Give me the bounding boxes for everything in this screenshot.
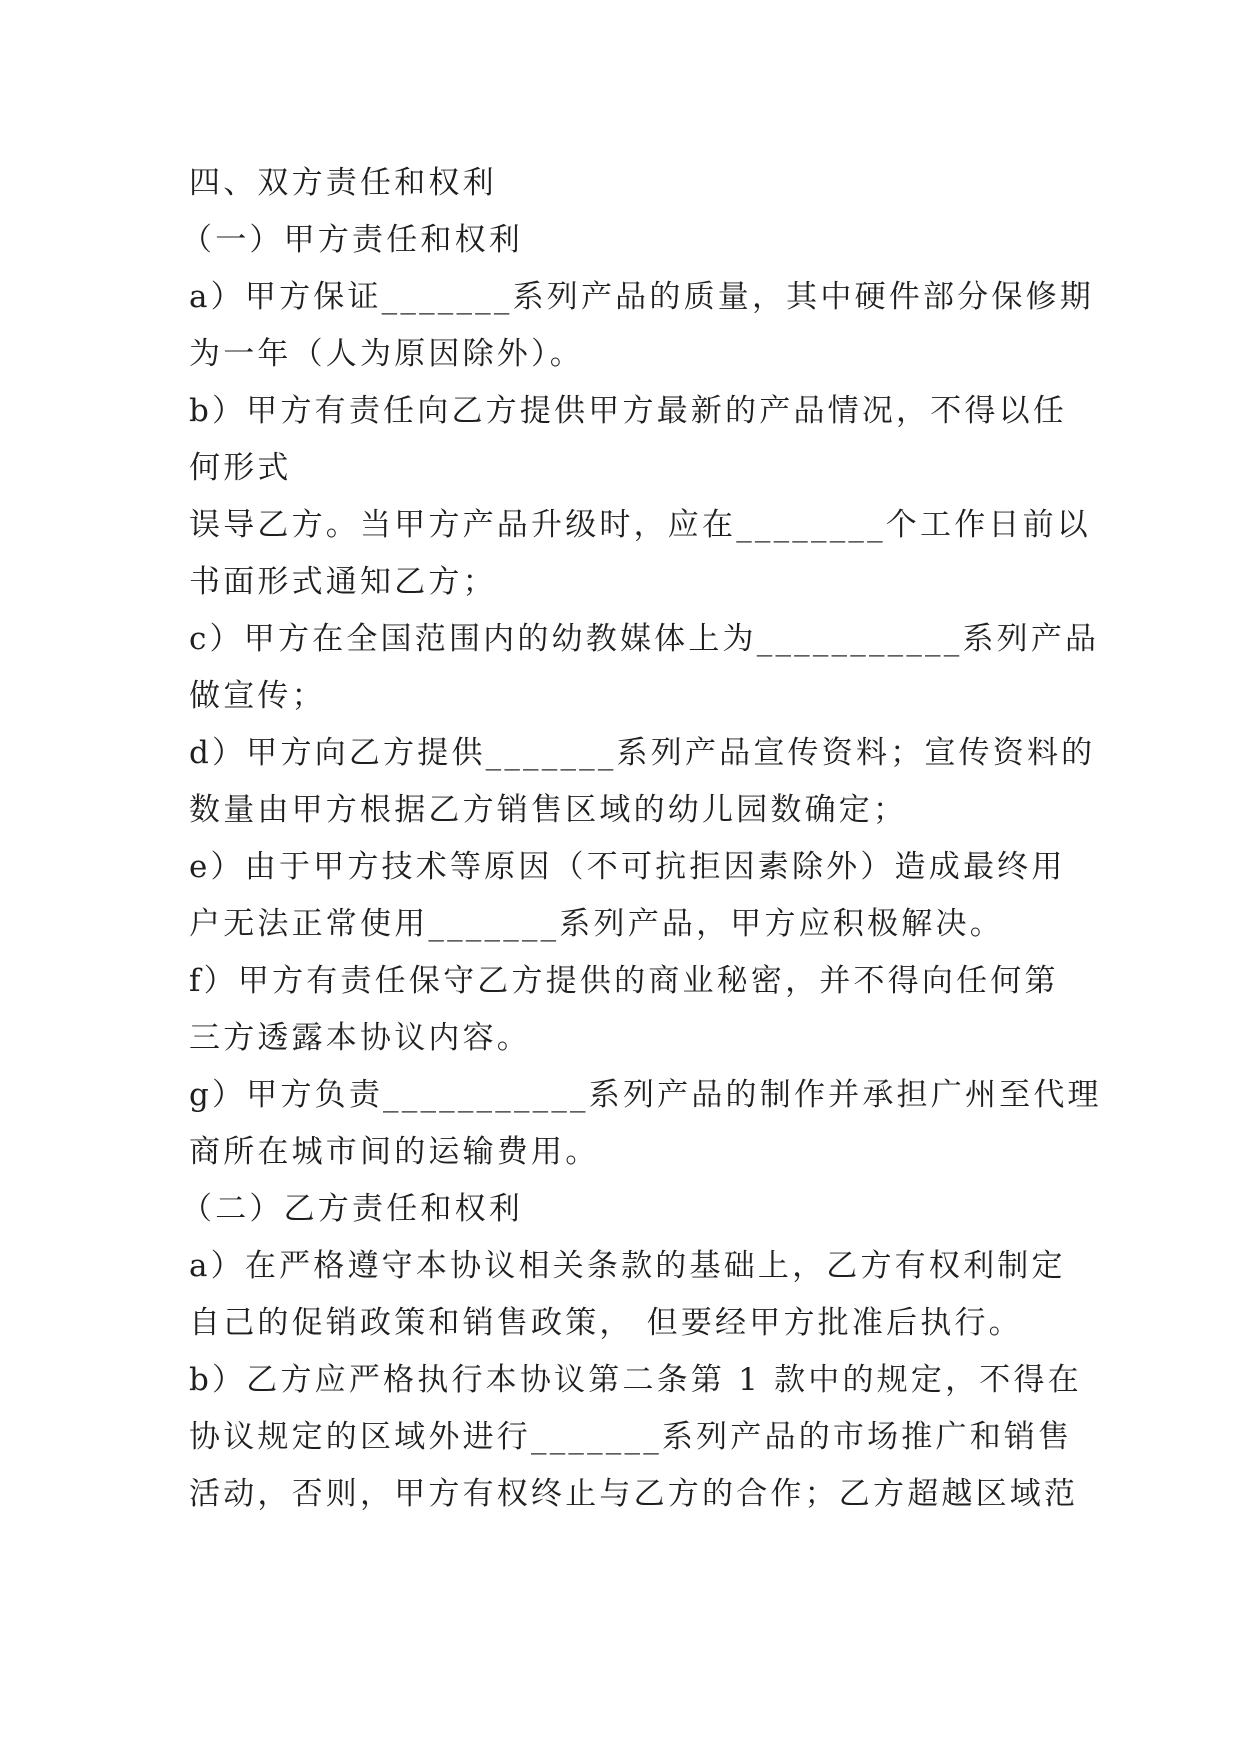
paragraph-line: 做宣传； — [189, 678, 326, 714]
paragraph-line: 商所在城市间的运输费用。 — [189, 1134, 600, 1170]
paragraph-line: 活动，否则，甲方有权终止与乙方的合作；乙方超越区域范 — [189, 1476, 1079, 1512]
paragraph-line: 数量由甲方根据乙方销售区域的幼儿园数确定； — [189, 792, 908, 828]
section-heading: 四、双方责任和权利 — [189, 165, 497, 201]
paragraph-line: 为一年（人为原因除外）。 — [189, 336, 584, 372]
subsection-heading: （一）甲方责任和权利 — [181, 222, 523, 258]
paragraph-line: b）甲方有责任向乙方提供甲方最新的产品情况，不得以任 — [189, 393, 1068, 429]
paragraph-line: 自己的促销政策和销售政策， 但要经甲方批准后执行。 — [189, 1305, 1023, 1341]
subsection-heading: （二）乙方责任和权利 — [181, 1191, 523, 1227]
paragraph-line: d）甲方向乙方提供_______系列产品宣传资料；宣传资料的 — [189, 735, 1096, 771]
paragraph-line: g）甲方负责___________系列产品的制作并承担广州至代理 — [189, 1077, 1102, 1113]
paragraph-line: 何形式 — [189, 450, 292, 486]
paragraph-line: 三方透露本协议内容。 — [189, 1020, 531, 1056]
paragraph-line: a）在严格遵守本协议相关条款的基础上，乙方有权利制定 — [189, 1248, 1066, 1284]
paragraph-line: b）乙方应严格执行本协议第二条第 1 款中的规定，不得在 — [189, 1362, 1082, 1398]
paragraph-line: c）甲方在全国范围内的幼教媒体上为___________系列产品 — [189, 621, 1100, 657]
paragraph-line: 户无法正常使用_______系列产品，甲方应积极解决。 — [189, 906, 1004, 942]
paragraph-line: 误导乙方。当甲方产品升级时，应在________个工作日前以 — [189, 507, 1091, 543]
paragraph-line: 协议规定的区域外进行_______系列产品的市场推广和销售 — [189, 1419, 1073, 1455]
paragraph-line: 书面形式通知乙方； — [189, 564, 497, 600]
paragraph-line: a）甲方保证_______系列产品的质量，其中硬件部分保修期 — [189, 279, 1094, 315]
paragraph-line: f）甲方有责任保守乙方提供的商业秘密，并不得向任何第 — [189, 963, 1059, 999]
paragraph-line: e）由于甲方技术等原因（不可抗拒因素除外）造成最终用 — [189, 849, 1066, 885]
